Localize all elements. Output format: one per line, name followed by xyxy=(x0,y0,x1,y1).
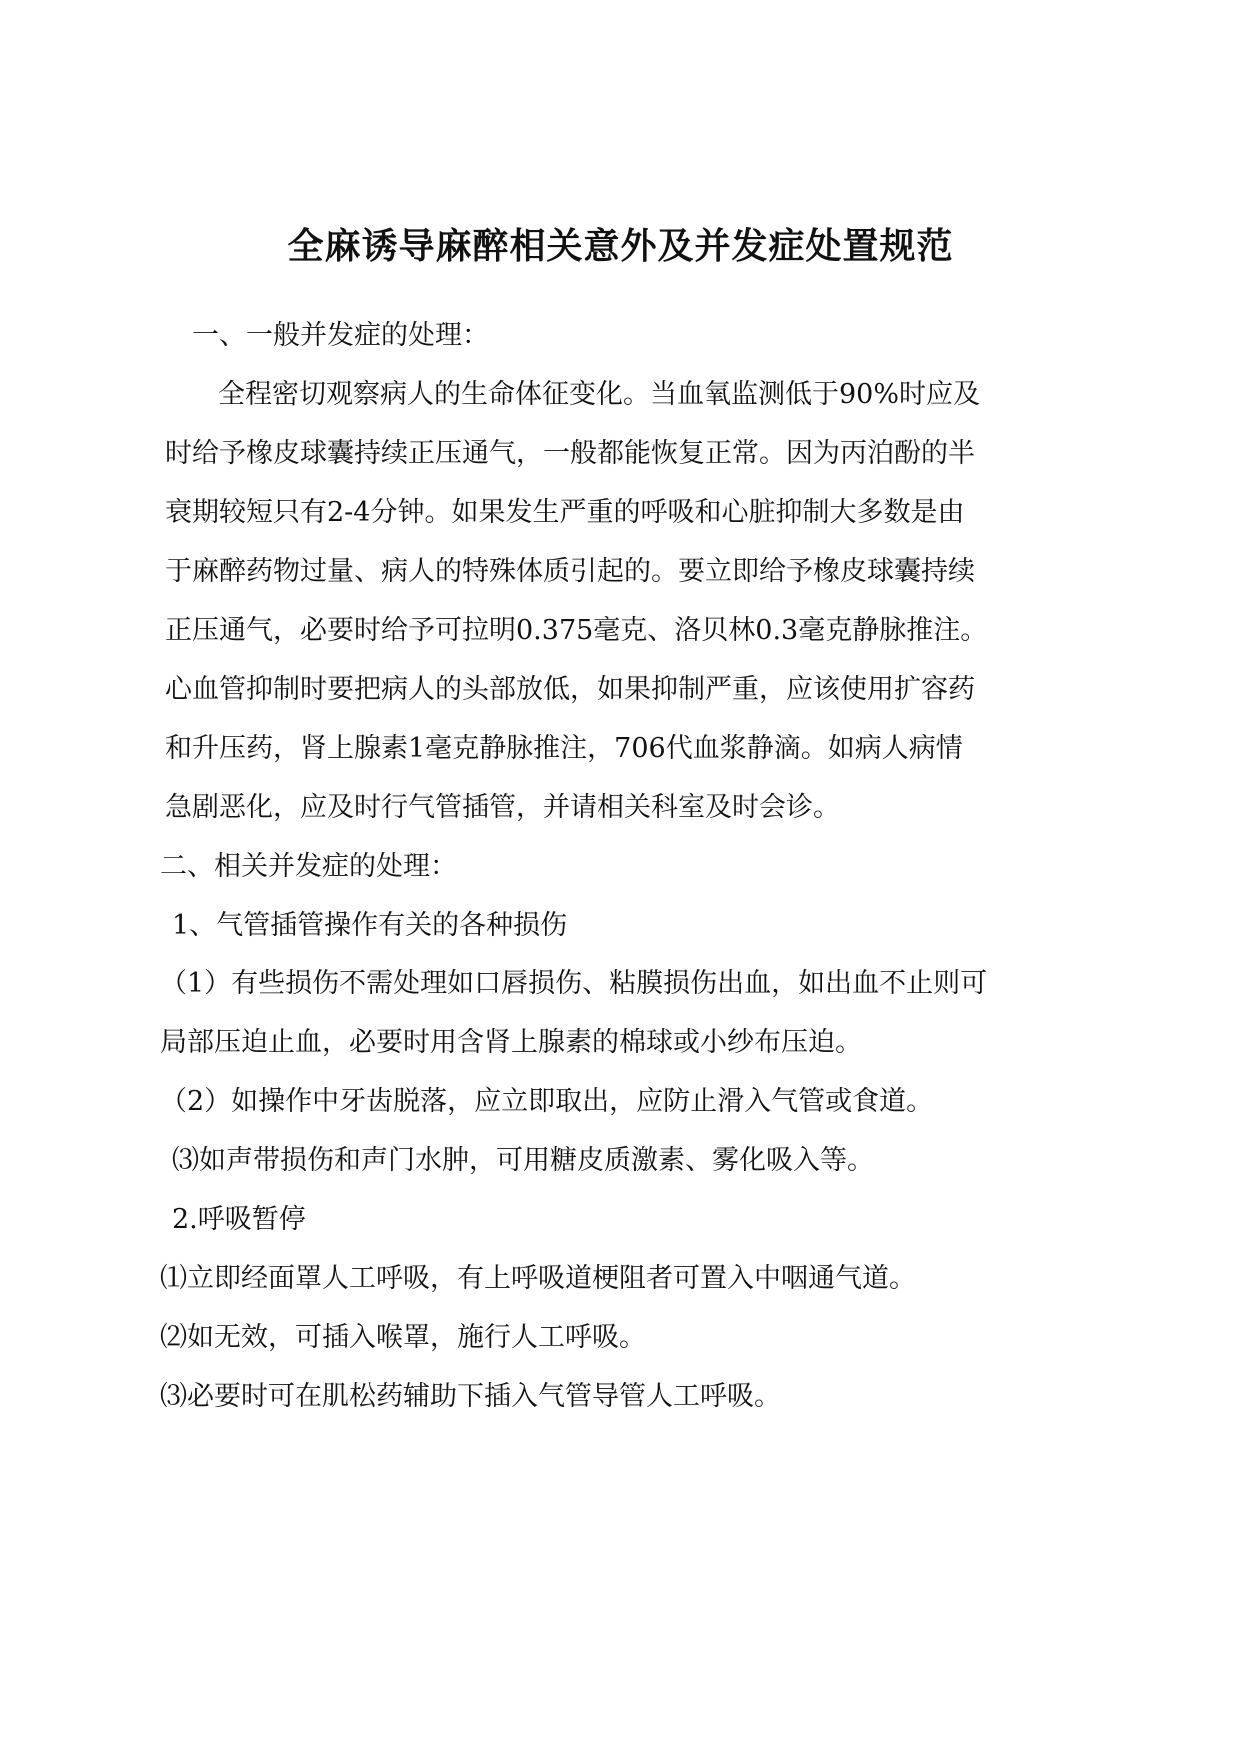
subsection-1-heading: 1、气管插管操作有关的各种损伤 xyxy=(172,910,568,941)
section-1-line-4: 于麻醉药物过量、病人的特殊体质引起的。要立即给予橡皮球囊持续 xyxy=(165,556,975,587)
section-2-heading: 二、相关并发症的处理： xyxy=(160,851,457,882)
subsection-2-item-3: ⑶必要时可在肌松药辅助下插入气管导管人工呼吸。 xyxy=(160,1381,781,1412)
section-1-line-2: 时给予橡皮球囊持续正压通气，一般都能恢复正常。因为丙泊酚的半 xyxy=(165,438,975,469)
subsection-1-item-1-line-1: （1）有些损伤不需处理如口唇损伤、粘膜损伤出血，如出血不止则可 xyxy=(160,968,988,999)
section-1-line-5: 正压通气，必要时给予可拉明0.375毫克、洛贝林0.3毫克静脉推注。 xyxy=(165,615,988,646)
subsection-1-item-1-line-2: 局部压迫止血，必要时用含肾上腺素的棉球或小纱布压迫。 xyxy=(160,1027,862,1058)
subsection-2-item-2: ⑵如无效，可插入喉罩，施行人工呼吸。 xyxy=(160,1322,646,1353)
subsection-1-item-3: ⑶如声带损伤和声门水肿，可用糖皮质激素、雾化吸入等。 xyxy=(172,1145,874,1176)
subsection-2-heading: 2.呼吸暂停 xyxy=(172,1204,306,1235)
section-1-line-8: 急剧恶化，应及时行气管插管，并请相关科室及时会诊。 xyxy=(165,792,840,823)
section-1-heading: 一、一般并发症的处理： xyxy=(192,320,489,351)
section-1-line-3: 衰期较短只有2-4分钟。如果发生严重的呼吸和心脏抑制大多数是由 xyxy=(165,497,965,528)
subsection-2-item-1: ⑴立即经面罩人工呼吸，有上呼吸道梗阻者可置入中咽通气道。 xyxy=(160,1263,916,1294)
subsection-1-item-2: （2）如操作中牙齿脱落，应立即取出，应防止滑入气管或食道。 xyxy=(160,1086,934,1117)
document-title: 全麻诱导麻醉相关意外及并发症处置规范 xyxy=(287,225,954,267)
section-1-line-6: 心血管抑制时要把病人的头部放低，如果抑制严重，应该使用扩容药 xyxy=(165,674,975,705)
section-1-line-1: 全程密切观察病人的生命体征变化。当血氧监测低于90%时应及 xyxy=(218,379,981,410)
section-1-line-7: 和升压药，肾上腺素1毫克静脉推注，706代血浆静滴。如病人病情 xyxy=(165,733,963,764)
